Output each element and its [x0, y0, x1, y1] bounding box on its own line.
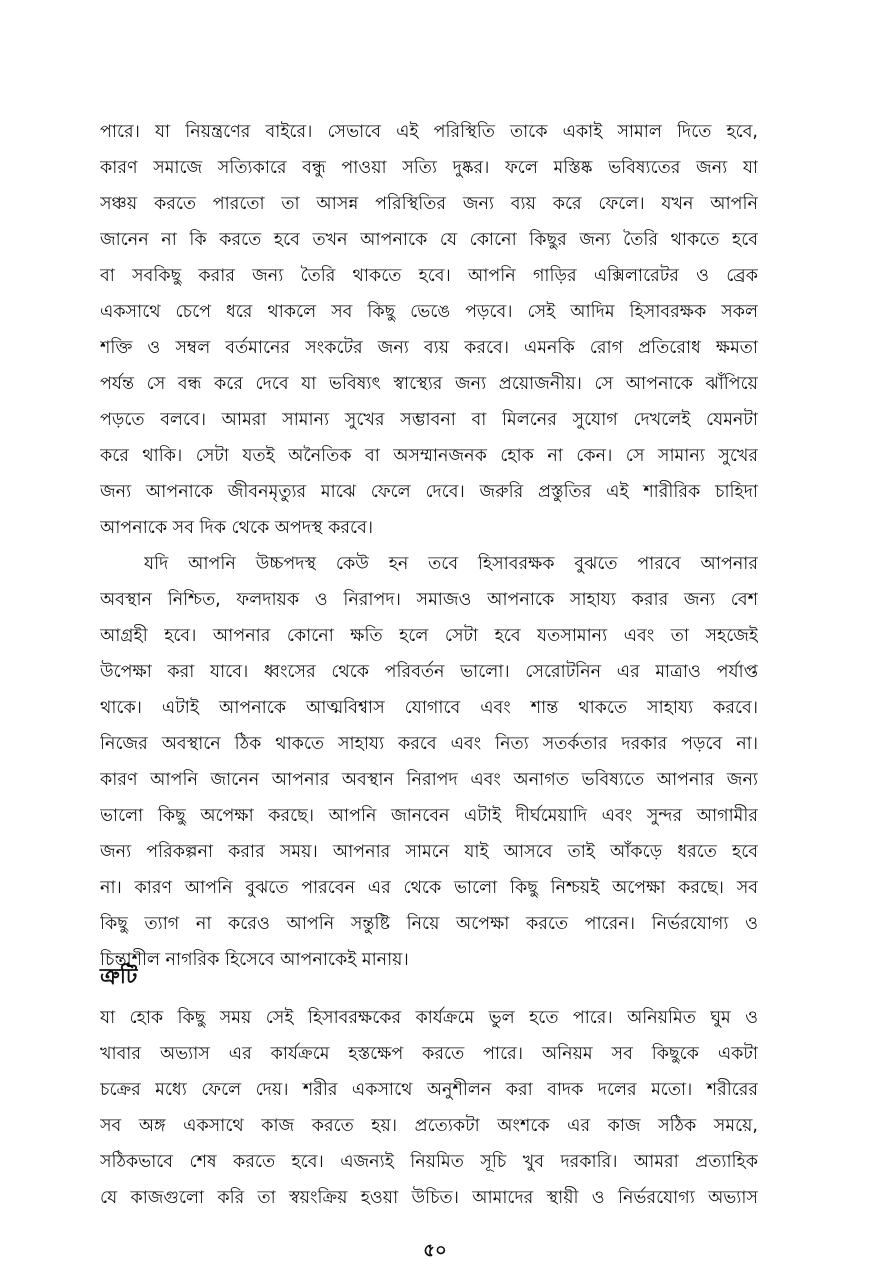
- text-line: সঠিকভাবে শেষ করতে হবে। এজন্যই নিয়মিত সূচি খুব দরকারি। আমরা প্রত্যাহিক: [100, 1152, 758, 1172]
- text-line: পড়তে বলবে। আমরা সামান্য সুখের সম্ভাবনা বা মিলনের সুযোগ দেখলেই যেমনটা: [100, 410, 758, 430]
- text-line: একসাথে চেপে ধরে থাকলে সব কিছু ভেঙে পড়বে। সেই আদিম হিসাবরক্ষক সকল: [100, 302, 758, 322]
- text-line: যে কাজগুলো করি তা স্বয়ংক্রিয় হওয়া উচিত। আমাদের স্থায়ী ও নির্ভরযোগ্য অভ্যাস: [100, 1188, 758, 1208]
- text-line: অবস্থান নিশ্চিত, ফলদায়ক ও নিরাপদ। সমাজও আপনাকে সাহায্য করার জন্য বেশ: [100, 590, 758, 610]
- text-line: ভালো কিছু অপেক্ষা করছে। আপনি জানবেন এটাই দীর্ঘমেয়াদি এবং সুন্দর আগামীর: [100, 806, 758, 826]
- text-line: পর্যন্ত সে বন্ধ করে দেবে যা ভবিষ্যৎ স্বাস্থ্যের জন্য প্রয়োজনীয়। সে আপনাকে ঝাঁপিয়ে: [100, 374, 758, 394]
- text-line: কিছু ত্যাগ না করেও আপনি সন্তুষ্টি নিয়ে অপেক্ষা করতে পারেন। নির্ভরযোগ্য ও: [100, 914, 758, 934]
- text-line: সব অঙ্গ একসাথে কাজ করতে হয়। প্রত্যেকটা অংশকে এর কাজ সঠিক সময়ে,: [100, 1116, 758, 1136]
- text-line: চক্রের মধ্যে ফেলে দেয়। শরীর একসাথে অনুশীলন করা বাদক দলের মতো। শরীরের: [100, 1080, 758, 1100]
- text-line: আপনাকে সব দিক থেকে অপদস্থ করবে।: [100, 518, 374, 538]
- text-line: জন্য আপনাকে জীবনমৃত্যুর মাঝে ফেলে দেবে। জরুরি প্রস্তুতির এই শারীরিক চাহিদা: [100, 482, 758, 502]
- text-line: পারে। যা নিয়ন্ত্রণের বাইরে। সেভাবে এই পরিস্থিতি তাকে একাই সামাল দিতে হবে,: [100, 122, 758, 142]
- text-line: বা সবকিছু করার জন্য তৈরি থাকতে হবে। আপনি গাড়ির এক্সিলারেটর ও ব্রেক: [100, 266, 758, 286]
- text-line: নিজের অবস্থানে ঠিক থাকতে সাহায্য করবে এবং নিত্য সতর্কতার দরকার পড়বে না।: [100, 734, 758, 754]
- text-line: থাকে। এটাই আপনাকে আত্মবিশ্বাস যোগাবে এবং শান্ত থাকতে সাহায্য করবে।: [100, 698, 758, 718]
- text-line: জানেন না কি করতে হবে তখন আপনাকে যে কোনো কিছুর জন্য তৈরি থাকতে হবে: [100, 230, 758, 250]
- text-line: আগ্রহী হবে। আপনার কোনো ক্ষতি হলে সেটা হবে যতসামান্য এবং তা সহজেই: [100, 626, 758, 646]
- text-line: সঞ্চয় করতে পারতো তা আসন্ন পরিস্থিতির জন্য ব্যয় করে ফেলে। যখন আপনি: [100, 194, 758, 214]
- text-line: কারণ আপনি জানেন আপনার অবস্থান নিরাপদ এবং অনাগত ভবিষ্যতে আপনার জন্য: [100, 770, 758, 790]
- section-heading: ত্রুটি: [100, 964, 138, 988]
- text-line: উপেক্ষা করা যাবে। ধ্বংসের থেকে পরিবর্তন ভালো। সেরোটনিন এর মাত্রাও পর্যাপ্ত: [100, 662, 758, 682]
- text-line: জন্য পরিকল্পনা করার সময়। আপনার সামনে যাই আসবে তাই আঁকড়ে ধরতে হবে: [100, 842, 758, 862]
- text-line: না। কারণ আপনি বুঝতে পারবেন এর থেকে ভালো কিছু নিশ্চয়ই অপেক্ষা করছে। সব: [100, 878, 758, 898]
- text-line: করে থাকি। সেটা যতই অনৈতিক বা অসম্মানজনক হোক না কেন। সে সামান্য সুখের: [100, 446, 758, 466]
- text-line: চিন্তাশীল নাগরিক হিসেবে আপনাকেই মানায়।: [100, 950, 409, 970]
- page-number: ৫০: [423, 1240, 447, 1261]
- text-line: যদি আপনি উচ্চপদস্থ কেউ হন তবে হিসাবরক্ষক বুঝতে পারবে আপনার: [144, 554, 758, 574]
- text-line: খাবার অভ্যাস এর কার্যক্রমে হস্তক্ষেপ করতে পারে। অনিয়ম সব কিছুকে একটা: [100, 1044, 758, 1064]
- text-line: শক্তি ও সম্বল বর্তমানের সংকটের জন্য ব্যয় করবে। এমনকি রোগ প্রতিরোধ ক্ষমতা: [100, 338, 758, 358]
- text-line: যা হোক কিছু সময় সেই হিসাবরক্ষকের কার্যক্রমে ভুল হতে পারে। অনিয়মিত ঘুম ও: [100, 1008, 758, 1028]
- text-line: কারণ সমাজে সত্যিকারে বন্ধু পাওয়া সত্যি দুষ্কর। ফলে মস্তিষ্ক ভবিষ্যতের জন্য যা: [100, 158, 758, 178]
